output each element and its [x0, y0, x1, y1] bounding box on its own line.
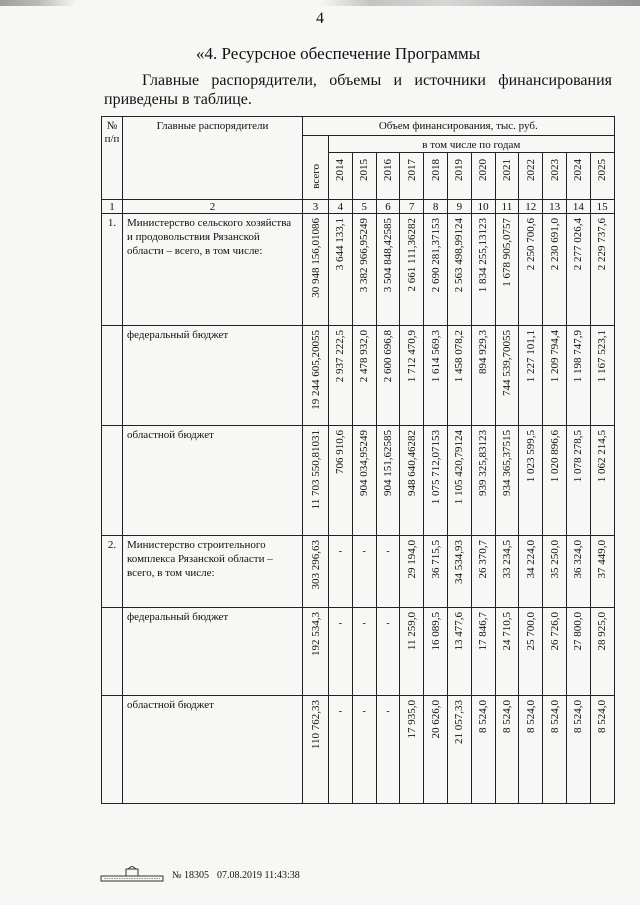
row-year-value: 2 478 932,0: [358, 330, 371, 383]
header-total-label: всего: [309, 164, 322, 189]
page-number: 4: [316, 10, 324, 27]
year-label: 2016: [381, 159, 394, 181]
year-header-cell: [400, 153, 424, 200]
row-distributor-name: Министерство сельского хозяйства и продовольствия Рязанской области – всего, в том числе:: [123, 214, 303, 326]
row-year-cell: [447, 696, 471, 804]
row-year-cell: [376, 608, 400, 696]
row-year-cell: [495, 326, 519, 426]
row-total-value: 110 762,33: [309, 700, 322, 750]
column-number: 4: [329, 200, 353, 214]
row-year-cell: [471, 696, 495, 804]
row-distributor-name: федеральный бюджет: [123, 608, 303, 696]
row-year-value: 16 089,5: [429, 612, 442, 651]
empty-value-dash: -: [362, 706, 366, 717]
row-year-cell: [424, 608, 448, 696]
header-total: [303, 136, 329, 200]
row-year-value: 1 209 794,4: [548, 330, 561, 383]
row-year-value: 934 365,37515: [500, 430, 513, 496]
row-distributor-name: областной бюджет: [123, 696, 303, 804]
header-row: [102, 117, 615, 136]
column-number: 10: [471, 200, 495, 214]
row-total-value: 192 534,3: [309, 612, 322, 656]
row-year-value: 1 078 278,5: [572, 430, 585, 483]
row-year-value: 20 626,0: [429, 700, 442, 739]
row-year-value: 1 712 470,9: [405, 330, 418, 383]
row-year-value: 33 234,5: [500, 540, 513, 579]
table-row: [102, 536, 615, 608]
row-year-cell: [495, 214, 519, 326]
row-year-cell: [352, 696, 376, 804]
row-year-cell: [495, 608, 519, 696]
row-year-cell: [424, 326, 448, 426]
row-year-cell: [566, 326, 590, 426]
row-year-cell: [590, 214, 614, 326]
row-year-cell: [519, 696, 543, 804]
footer-stamp: [100, 866, 300, 884]
year-header-cell: [352, 153, 376, 200]
row-year-cell: [566, 696, 590, 804]
year-label: 2017: [405, 159, 418, 181]
row-year-cell: [376, 214, 400, 326]
row-year-cell: [447, 214, 471, 326]
row-year-cell: [376, 536, 400, 608]
empty-value-dash: -: [362, 546, 366, 557]
row-year-cell: [543, 214, 567, 326]
row-year-cell: [495, 426, 519, 536]
row-distributor-name: федеральный бюджет: [123, 326, 303, 426]
row-year-value: 34 534,93: [453, 540, 466, 584]
row-year-value: 2 250 700,6: [524, 218, 537, 271]
row-year-cell: [543, 696, 567, 804]
column-number-row: [102, 200, 615, 214]
row-year-value: 27 800,0: [572, 612, 585, 651]
row-number: 1.: [102, 214, 123, 326]
row-year-cell: [590, 426, 614, 536]
empty-value-dash: -: [338, 546, 343, 557]
row-year-value: 11 259,0: [405, 612, 418, 651]
row-year-cell: [590, 326, 614, 426]
row-year-cell: [519, 214, 543, 326]
row-year-value: 894 929,3: [477, 330, 490, 374]
row-year-value: 25 700,0: [524, 612, 537, 651]
row-year-value: 2 229 737,6: [596, 218, 609, 271]
row-year-cell: [352, 426, 376, 536]
row-year-cell: [543, 608, 567, 696]
row-year-cell: [376, 696, 400, 804]
row-year-cell: [400, 536, 424, 608]
row-year-cell: [566, 214, 590, 326]
row-year-cell: [447, 426, 471, 536]
column-number: 15: [590, 200, 614, 214]
row-total-cell: [303, 214, 329, 326]
row-year-value: 1 020 896,6: [548, 430, 561, 483]
row-number: 2.: [102, 536, 123, 608]
row-number: [102, 426, 123, 536]
empty-value-dash: -: [386, 618, 390, 629]
row-number: [102, 326, 123, 426]
intro-word: финансирования: [498, 72, 612, 89]
row-year-value: 2 690 281,37153: [429, 218, 442, 293]
row-year-cell: [543, 426, 567, 536]
column-number: 3: [303, 200, 329, 214]
row-year-cell: [352, 214, 376, 326]
funding-table: [101, 116, 615, 804]
row-total-cell: [303, 608, 329, 696]
table-row: [102, 608, 615, 696]
year-label: 2023: [548, 159, 561, 181]
header-funding: Объем финансирования, тыс. руб.: [303, 117, 615, 136]
row-year-cell: [424, 214, 448, 326]
row-year-value: 24 710,5: [500, 612, 513, 651]
row-year-cell: [590, 696, 614, 804]
year-label: 2019: [453, 159, 466, 181]
row-year-value: 21 057,33: [453, 700, 466, 744]
row-year-value: 1 834 255,13123: [477, 218, 490, 293]
row-number: [102, 608, 123, 696]
row-year-cell: [471, 608, 495, 696]
year-label: 2020: [477, 159, 490, 181]
year-header-cell: [329, 153, 353, 200]
intro-word: Главные: [142, 72, 200, 89]
year-header-cell: [495, 153, 519, 200]
row-year-value: 1 167 523,1: [596, 330, 609, 383]
row-year-value: 3 504 848,42585: [381, 218, 394, 293]
doc-datetime: 07.08.2019 11:43:38: [217, 869, 300, 881]
row-year-value: 37 449,0: [596, 540, 609, 579]
row-year-cell: [329, 214, 353, 326]
row-year-cell: [471, 536, 495, 608]
row-year-cell: [424, 426, 448, 536]
row-year-cell: [376, 426, 400, 536]
year-header-cell: [471, 153, 495, 200]
row-year-cell: [329, 536, 353, 608]
year-header-cell: [424, 153, 448, 200]
row-year-cell: [424, 696, 448, 804]
row-year-cell: [447, 536, 471, 608]
row-year-value: 8 524,0: [500, 700, 513, 733]
row-year-cell: [352, 326, 376, 426]
row-year-value: 1 678 905,0757: [500, 218, 513, 287]
row-year-cell: [543, 326, 567, 426]
row-year-cell: [543, 536, 567, 608]
row-year-cell: [400, 608, 424, 696]
row-year-cell: [519, 426, 543, 536]
row-year-cell: [447, 326, 471, 426]
header-by-years: в том числе по годам: [329, 136, 615, 153]
row-year-value: 2 230 691,0: [548, 218, 561, 271]
row-year-value: 706 910,6: [334, 430, 347, 474]
row-year-value: 3 644 133,1: [334, 218, 347, 271]
header-distributors: Главные распорядители: [123, 117, 303, 200]
year-header-cell: [566, 153, 590, 200]
year-label: 2018: [429, 159, 442, 181]
empty-value-dash: -: [338, 706, 343, 717]
row-year-cell: [566, 426, 590, 536]
row-year-value: 2 661 111,36282: [405, 218, 418, 292]
year-header-cell: [543, 153, 567, 200]
row-year-cell: [376, 326, 400, 426]
row-year-value: 26 370,7: [477, 540, 490, 579]
scan-top-edge: [0, 0, 640, 6]
row-year-cell: [566, 536, 590, 608]
row-year-value: 26 726,0: [548, 612, 561, 651]
row-year-cell: [590, 608, 614, 696]
row-year-value: 36 324,0: [572, 540, 585, 579]
row-year-cell: [400, 326, 424, 426]
row-year-cell: [519, 536, 543, 608]
table-row: [102, 214, 615, 326]
row-total-value: 11 703 550,81031: [309, 430, 322, 510]
row-year-cell: [424, 536, 448, 608]
row-total-cell: [303, 536, 329, 608]
row-year-value: 1 105 420,79124: [453, 430, 466, 505]
row-year-value: 1 227 101,1: [524, 330, 537, 383]
row-year-cell: [329, 608, 353, 696]
intro-word: объемы: [329, 72, 382, 89]
row-year-value: 8 524,0: [572, 700, 585, 733]
row-total-value: 30 948 156,01086: [309, 218, 322, 298]
row-total-cell: [303, 326, 329, 426]
doc-number: № 18305: [172, 869, 210, 881]
row-year-cell: [400, 214, 424, 326]
year-header-cell: [519, 153, 543, 200]
table-row: [102, 326, 615, 426]
row-total-cell: [303, 426, 329, 536]
row-year-value: 2 937 222,5: [334, 330, 347, 383]
year-label: 2015: [358, 159, 371, 181]
row-year-cell: [352, 536, 376, 608]
year-label: 2025: [596, 159, 609, 181]
row-year-value: 904 151,62585: [381, 430, 394, 496]
row-year-value: 1 198 747,9: [572, 330, 585, 383]
row-year-value: 1 075 712,07153: [429, 430, 442, 505]
row-year-value: 36 715,5: [429, 540, 442, 579]
row-distributor-name: Министерство строительного комплекса Рязанской области – всего, в том числе:: [123, 536, 303, 608]
column-number: 9: [447, 200, 471, 214]
column-number: 12: [519, 200, 543, 214]
row-year-cell: [590, 536, 614, 608]
table-row: [102, 696, 615, 804]
row-year-value: 1 062 214,5: [596, 430, 609, 483]
row-year-value: 8 524,0: [596, 700, 609, 733]
row-year-cell: [519, 326, 543, 426]
row-year-value: 34 224,0: [524, 540, 537, 579]
year-header-cell: [447, 153, 471, 200]
row-year-value: 2 600 696,8: [381, 330, 394, 383]
row-year-cell: [352, 608, 376, 696]
row-year-value: 2 563 498,99124: [453, 218, 466, 293]
row-year-cell: [329, 326, 353, 426]
empty-value-dash: -: [386, 546, 390, 557]
row-year-value: 939 325,83123: [477, 430, 490, 496]
column-number: 11: [495, 200, 519, 214]
header-no: № п/п: [102, 117, 123, 200]
column-number: 14: [566, 200, 590, 214]
row-year-value: 8 524,0: [477, 700, 490, 733]
row-year-value: 2 277 026,4: [572, 218, 585, 271]
column-number: 7: [400, 200, 424, 214]
row-year-value: 8 524,0: [548, 700, 561, 733]
year-label: 2014: [334, 159, 347, 181]
row-total-value: 303 296,63: [309, 540, 322, 590]
year-header-cell: [376, 153, 400, 200]
row-year-cell: [447, 608, 471, 696]
column-number: 2: [123, 200, 303, 214]
row-year-cell: [495, 536, 519, 608]
row-year-cell: [400, 426, 424, 536]
empty-value-dash: -: [386, 706, 390, 717]
row-year-value: 17 935,0: [405, 700, 418, 739]
intro-word: источники: [414, 72, 486, 89]
empty-value-dash: -: [338, 618, 343, 629]
row-year-cell: [329, 426, 353, 536]
column-number: 6: [376, 200, 400, 214]
row-total-cell: [303, 696, 329, 804]
row-year-value: 1 614 569,3: [429, 330, 442, 383]
column-number: 5: [352, 200, 376, 214]
year-label: 2021: [500, 159, 513, 181]
row-year-value: 29 194,0: [405, 540, 418, 579]
year-label: 2024: [572, 159, 585, 181]
intro-word: и: [393, 72, 403, 89]
column-number: 13: [543, 200, 567, 214]
row-year-value: 1 458 078,2: [453, 330, 466, 383]
row-year-value: 8 524,0: [524, 700, 537, 733]
row-year-value: 13 477,6: [453, 612, 466, 651]
row-year-value: 744 539,70055: [500, 330, 513, 396]
row-number: [102, 696, 123, 804]
row-year-value: 1 023 599,5: [524, 430, 537, 483]
column-number: 8: [424, 200, 448, 214]
row-year-cell: [495, 696, 519, 804]
row-year-value: 904 034,95249: [358, 430, 371, 496]
row-year-value: 35 250,0: [548, 540, 561, 579]
table-row: [102, 426, 615, 536]
intro-line-1: [142, 72, 612, 90]
row-year-cell: [471, 426, 495, 536]
intro-word: распорядители,: [211, 72, 317, 89]
row-year-cell: [471, 214, 495, 326]
intro-line-2: приведены в таблице.: [104, 91, 252, 108]
column-number: 1: [102, 200, 123, 214]
row-year-value: 3 382 966,95249: [358, 218, 371, 293]
row-year-cell: [566, 608, 590, 696]
row-distributor-name: областной бюджет: [123, 426, 303, 536]
row-year-value: 28 925,0: [596, 612, 609, 651]
year-label: 2022: [524, 159, 537, 181]
registry-logo-icon: [100, 866, 164, 884]
row-year-cell: [471, 326, 495, 426]
row-year-cell: [519, 608, 543, 696]
row-year-value: 17 846,7: [477, 612, 490, 651]
row-year-cell: [329, 696, 353, 804]
year-header-cell: [590, 153, 614, 200]
row-total-value: 19 244 605,20055: [309, 330, 322, 410]
section-heading: «4. Ресурсное обеспечение Программы: [196, 44, 481, 63]
row-year-cell: [400, 696, 424, 804]
row-year-value: 948 640,46282: [405, 430, 418, 496]
empty-value-dash: -: [362, 618, 366, 629]
